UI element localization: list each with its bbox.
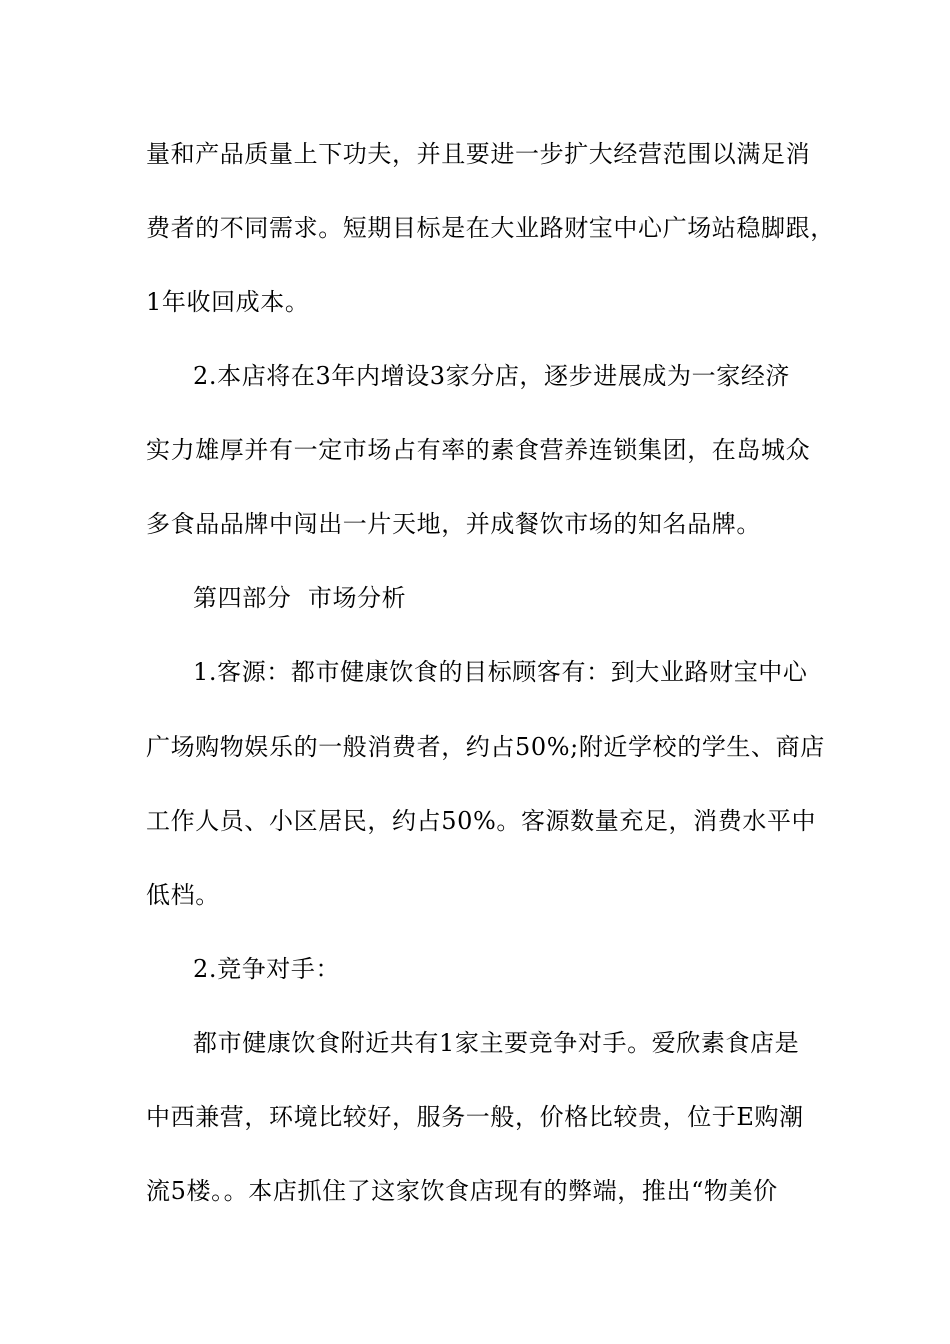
body-text-line: 量和产品质量上下功夫，并且要进一步扩大经营范围以满足消 — [146, 140, 811, 168]
body-text-line: 广场购物娱乐的一般消费者，约占50%;附近学校的学生、商店 — [146, 733, 825, 761]
paragraph-first-line: 2.本店将在3年内增设3家分店，逐步进展成为一家经济 — [193, 362, 791, 390]
body-text-line: 费者的不同需求。短期目标是在大业路财宝中心广场站稳脚跟， — [146, 214, 835, 242]
subsection-heading: 2.竞争对手： — [193, 955, 341, 983]
body-text-line: 实力雄厚并有一定市场占有率的素食营养连锁集团，在岛城众 — [146, 436, 811, 464]
body-text-line: 1年收回成本。 — [146, 288, 310, 316]
body-text-line: 低档。 — [146, 881, 220, 909]
body-text-line: 流5楼。。本店抓住了这家饮食店现有的弊端，推出“物美价 — [146, 1177, 778, 1205]
paragraph-first-line: 都市健康饮食附近共有1家主要竞争对手。爱欣素食店是 — [193, 1029, 800, 1057]
body-text-line: 中西兼营，环境比较好，服务一般，价格比较贵，位于E购潮 — [146, 1103, 804, 1131]
body-text-line: 工作人员、小区居民，约占50%。客源数量充足，消费水平中 — [146, 807, 817, 835]
body-text-line: 多食品品牌中闯出一片天地，并成餐饮市场的知名品牌。 — [146, 510, 761, 538]
paragraph-first-line: 1.客源：都市健康饮食的目标顾客有：到大业路财宝中心 — [193, 658, 808, 686]
section-heading: 第四部分 市场分析 — [193, 584, 407, 612]
